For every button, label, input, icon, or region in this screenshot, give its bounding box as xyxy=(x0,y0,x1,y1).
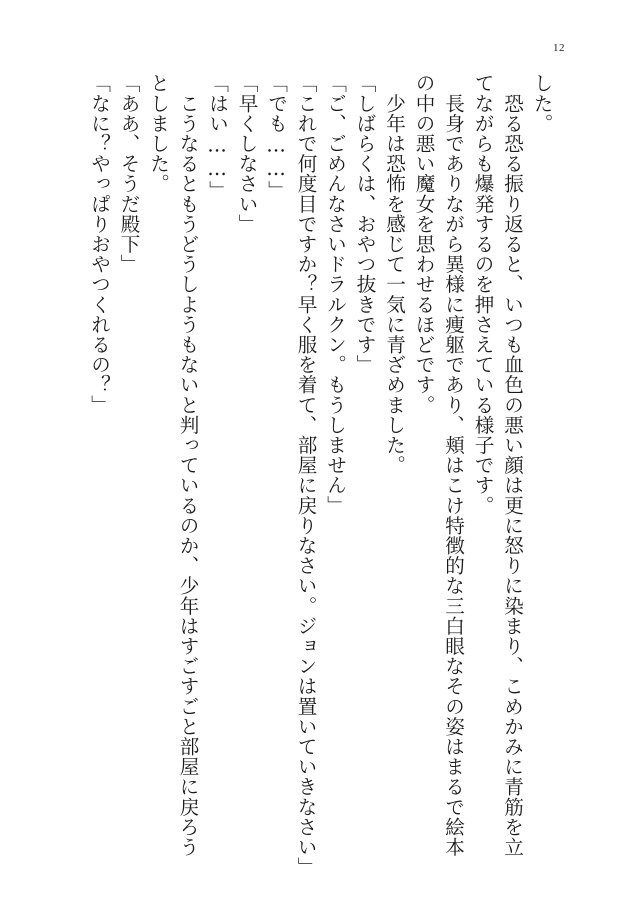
body-text xyxy=(87,73,556,877)
dialogue-line: 「でも……」 xyxy=(264,73,288,201)
dialogue-line: 「早くしなさい」 xyxy=(235,73,258,234)
text-line: てながらも爆発するのを押さえている様子です。 xyxy=(471,73,494,516)
dialogue-line: 「はい……」 xyxy=(205,73,229,201)
text-line: 少年は恐怖を感じて一気に青ざめました。 xyxy=(382,73,406,475)
page-number: 12 xyxy=(553,42,565,54)
text-line: としました。 xyxy=(146,73,170,194)
text-line: した。 xyxy=(530,73,553,134)
text-line: 長身でありながら異様に痩躯であり、頬はこけ特徴的な三白眼なその姿はまるで絵本 xyxy=(441,73,465,857)
text-line: の中の悪い魔女を思わせるほどです。 xyxy=(412,73,435,415)
dialogue-line: 「ああ、そうだ殿下」 xyxy=(117,73,140,274)
text-line: こうなるともうどうしようもないと判っているのか、少年はすごすごと部屋に戻ろう xyxy=(176,73,199,857)
text-line: 恐る恐る振り返ると、いつも血色の悪い顔は更に怒りに染まり、こめかみに青筋を立 xyxy=(500,73,524,857)
dialogue-line: 「なに？やっぱりおやつくれるの？」 xyxy=(87,73,111,415)
dialogue-line: 「これで何度目ですか？早く服を着て、部屋に戻りなさい。ジョンは置いていきなさい」 xyxy=(294,73,317,877)
dialogue-line: 「しばらくは、おやつ抜きです」 xyxy=(353,73,376,375)
dialogue-line: 「ご、ごめんなさいドラルクン。もうしません」 xyxy=(323,73,347,516)
